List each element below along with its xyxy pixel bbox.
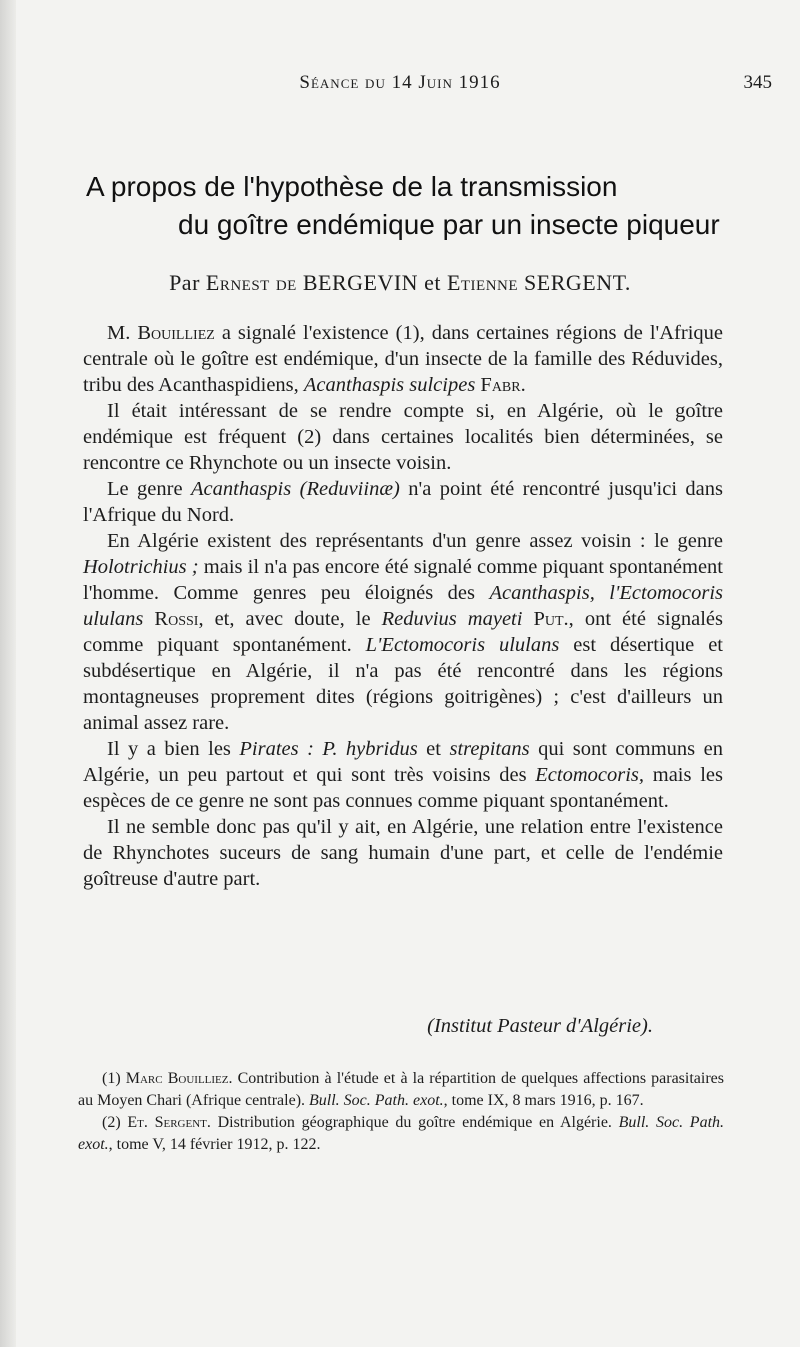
paragraph-3: Le genre Acanthaspis (Reduviinæ) n'a point été rencontré jusqu'ici dans l'Afrique du Nord. (83, 478, 724, 526)
author2-first: Etienne (446, 270, 519, 295)
footnote-1: (1) Marc Bouilliez. Contribution à l'étude et à la répartition de quelques affections parasitaires au Moyen Chari (Afrique centrale). Bull. Soc. Path. exot., tome IX, 8 mars 1916, p. 167. (78, 1070, 724, 1109)
paragraph-6: Il ne semble donc pas qu'il y ait, en Algérie, une relation entre l'existence de Rhynchotes suceurs de sang humain d'une part, et celle de l'endémie goîtreuse d'autre part. (83, 816, 723, 890)
running-head: Séance du 14 Juin 1916 (299, 72, 501, 93)
byline (0, 270, 800, 296)
title-line-2: du goître endémique par un insecte piqueur (178, 209, 720, 240)
byline-par: Par (169, 270, 206, 295)
article-title (86, 168, 776, 244)
byline-et: et (418, 270, 447, 295)
footnote-2: (2) Et. Sergent. Distribution géographique du goître endémique en Algérie. Bull. Soc. Path. exot., tome V, 14 février 1912, p. 122. (78, 1114, 725, 1153)
author1-first: Ernest de (205, 270, 297, 295)
paragraph-4: En Algérie existent des représentants d'un genre assez voisin : le genre Holotrichius ; mais il n'a pas encore été signalé comme piquant spontanément l'homme. Comme genres peu éloignés des Acanthaspis, l'Ectomocoris ululans Rossi, et, avec doute, le Reduvius mayeti Put., ont été signalés comme piquant spontanément. L'Ectomocoris ululans est désertique et subdésertique en Algérie, il n'a pas été rencontré dans les régions montagneuses proprement dites (régions goitrigènes) ; c'est d'ailleurs un animal assez rare. (83, 530, 724, 734)
page-number: 345 (743, 72, 772, 93)
author2-last: SERGENT. (518, 270, 631, 295)
title-line-1: A propos de l'hypothèse de la transmission (86, 171, 618, 202)
page-gutter (0, 0, 16, 1347)
footnotes (78, 1068, 724, 1156)
paragraph-5: Il y a bien les Pirates : P. hybridus et strepitans qui sont communs en Algérie, un peu partout et qui sont très voisins des Ectomocoris, mais les espèces de ce genre ne sont pas connues comme piquant spontanément. (83, 738, 723, 812)
paragraph-2: Il était intéressant de se rendre compte si, en Algérie, où le goître endémique est fréquent (2) dans certaines localités bien déterminées, se rencontre ce Rhynchote ou un insecte voisin. (83, 400, 723, 474)
paragraph-1: M. Bouilliez a signalé l'existence (1), dans certaines régions de l'Afrique centrale où le goître est endémique, d'un insecte de la famille des Réduvides, tribu des Acanthaspidiens, Acanthaspis sulcipes Fabr. (83, 322, 724, 396)
article-body (83, 320, 723, 892)
page-header (0, 72, 800, 102)
signature: (Institut Pasteur d'Algérie). (427, 1015, 653, 1037)
author1-last: BERGEVIN (296, 270, 419, 295)
